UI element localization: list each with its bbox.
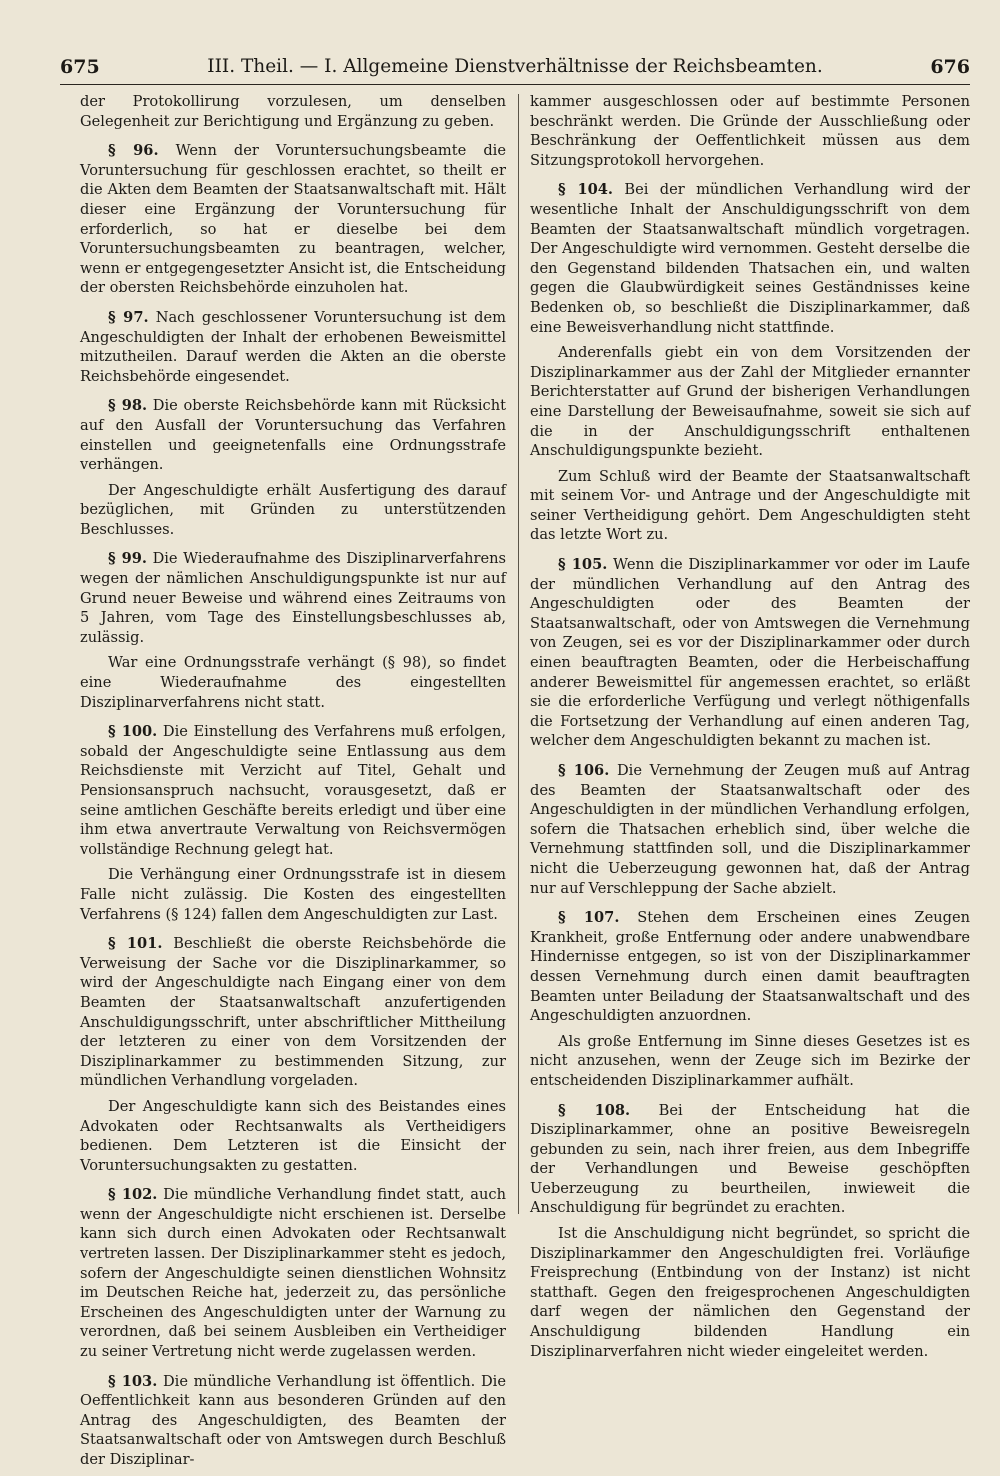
paragraph-text: der Protokollirung vorzulesen, um denselben Gelegenheit zur Berichtigung und Ergänzung zu geben. (80, 93, 506, 130)
paragraph (80, 1185, 506, 1361)
section-number: § 98. (108, 397, 148, 415)
paragraph (530, 180, 970, 337)
section-number: § 107. (558, 909, 620, 927)
paragraph-text: Anderenfalls giebt ein von dem Vorsitzenden der Disziplinarkammer aus der Zahl der Mitglieder ernannter Berichterstatter auf Grund der bisherigen Verhandlungen eine Darstellung der Beweisaufnahme, soweit sie sich auf die in der Anschuldigungsschrift enthaltenen Anschuldigungspunkte bezieht. (530, 344, 970, 460)
section-number: § 105. (558, 556, 608, 574)
paragraph (530, 92, 970, 170)
paragraph-text: Die mündliche Verhandlung ist öffentlich. Die Oeffentlichkeit kann aus besonderen Gründen auf den Antrag des Angeschuldigten, des Beamten der Staatsanwaltschaft oder von Amtswegen durch Beschluß der Disziplinar- (80, 1372, 506, 1468)
paragraph-text: Ist die Anschuldigung nicht begründet, so spricht die Disziplinarkammer den Angeschuldigten frei. Vorläufige Freisprechung (Entbindung von der Instanz) ist nicht statthaft. Gegen den freigesprochenen Angeschuldigten darf wegen der nämlichen den Gegenstand der Anschuldigung bildenden Handlung ein Disziplinarverfahren nicht wieder eingeleitet werden. (530, 1225, 970, 1360)
paragraph-text: Nach geschlossener Voruntersuchung ist dem Angeschuldigten der Inhalt der erhobenen Beweismittel mitzutheilen. Darauf werden die Akten an die oberste Reichsbehörde eingesendet. (80, 308, 506, 385)
section-number: § 108. (558, 1101, 631, 1119)
paragraph-text: Der Angeschuldigte kann sich des Beistandes eines Advokaten oder Rechtsanwalts als Vertheidigers bedienen. Dem Letzteren ist die Einsicht der Voruntersuchungsakten zu gestatten. (80, 1097, 506, 1174)
paragraph-text: Die mündliche Verhandlung findet statt, auch wenn der Angeschuldigte nicht erschienen ist. Derselbe kann sich durch einen Advokaten oder Rechtsanwalt vertreten lassen. Der Disziplinarkammer steht es jedoch, sofern der Angeschuldigte seinen dienstlichen Wohnsitz im Deutschen Reiche hat, jederzeit zu, das persönliche Erscheinen des Angeschuldigten unter der Warnung zu verordnen, daß bei seinem Ausbleiben ein Vertheidiger zu seiner Vertretung nicht werde zugelassen werden. (80, 1186, 506, 1361)
paragraph-text: Die Verhängung einer Ordnungsstrafe ist in diesem Falle nicht zulässig. Die Kosten des eingestellten Verfahrens (§ 124) fallen dem Angeschuldigten zur Last. (80, 866, 506, 923)
paragraph (530, 908, 970, 1026)
paragraph (530, 343, 970, 461)
paragraph (530, 467, 970, 545)
section-number: § 100. (108, 723, 158, 741)
paragraph (530, 1224, 970, 1361)
paragraph-text: Bei der mündlichen Verhandlung wird der wesentliche Inhalt der Anschuldigungsschrift von dem Beamten der Staatsanwaltschaft mündlich vorgetragen. Der Angeschuldigte wird vernommen. Gesteht derselbe die den Gegenstand bildenden Thatsachen ein, und walten gegen die Glaubwürdigkeit seines Geständnisses keine Bedenken ob, so beschließt die Disziplinarkammer, daß eine Beweisverhandlung nicht stattfinde. (530, 181, 970, 336)
right-column (530, 92, 970, 1367)
running-title: III. Theil. — I. Allgemeine Dienstverhältnisse der Reichsbeamten. (207, 56, 823, 77)
paragraph (80, 722, 506, 859)
paragraph-text: Stehen dem Erscheinen eines Zeugen Krankheit, große Entfernung oder andere unabwendbare Hindernisse entgegen, so ist von der Disziplinarkammer dessen Vernehmung durch einen damit beauftragten Beamten unter Beiladung der Staatsanwaltschaft und des Angeschuldigten anzuordnen. (530, 909, 970, 1025)
paragraph (530, 555, 970, 751)
paragraph-text: Die Wiederaufnahme des Disziplinarverfahrens wegen der nämlichen Anschuldigungspunkte ist nur auf Grund neuer Beweise und während eines Zeitraums von 5 Jahren, vom Tage des Einstellungsbeschlusses ab, zulässig. (80, 550, 506, 646)
paragraph-text: Zum Schluß wird der Beamte der Staatsanwaltschaft mit seinem Vor- und Antrage und der Angeschuldigte mit seiner Vertheidigung gehört. Dem Angeschuldigten steht das letzte Wort zu. (530, 467, 970, 544)
section-number: § 102. (108, 1186, 158, 1204)
section-number: § 103. (108, 1372, 158, 1390)
paragraph (530, 761, 970, 898)
section-number: § 106. (558, 762, 610, 779)
left-column (80, 92, 506, 1476)
paragraph (80, 141, 506, 298)
page-number-right: 676 (930, 56, 970, 78)
section-number: § 101. (108, 935, 163, 953)
paragraph-text: Wenn die Disziplinarkammer vor oder im Laufe der mündlichen Verhandlung auf den Antrag des Angeschuldigten oder des Beamten der Staatsanwaltschaft, oder von Amtswegen die Vernehmung von Zeugen, sei es vor der Disziplinarkammer oder durch einen beauftragten Beamten, oder die Herbeischaffung anderer Beweismittel für angemessen erachtet, so erläßt sie die erforderliche Verfügung und verlegt nöthigenfalls die Fortsetzung der Verhandlung auf einen anderen Tag, welcher dem Angeschuldigten bekannt zu machen ist. (530, 556, 970, 750)
paragraph (80, 1372, 506, 1470)
paragraph (80, 1097, 506, 1175)
paragraph-text: Der Angeschuldigte erhält Ausfertigung des darauf bezüglichen, mit Gründen zu unterstützenden Beschlusses. (80, 481, 506, 538)
section-number: § 99. (108, 550, 148, 568)
header-rule (60, 84, 970, 85)
page-header (60, 52, 970, 82)
section-number: § 104. (558, 181, 613, 199)
paragraph-text: War eine Ordnungsstrafe verhängt (§ 98), so findet eine Wiederaufnahme des eingestellten Disziplinarverfahrens nicht statt. (80, 654, 506, 711)
paragraph-text: Als große Entfernung im Sinne dieses Gesetzes ist es nicht anzusehen, wenn der Zeuge sich im Bezirke der entscheidenden Disziplinarkammer aufhält. (530, 1032, 970, 1089)
paragraph-text: Die Einstellung des Verfahrens muß erfolgen, sobald der Angeschuldigte seine Entlassung aus dem Reichsdienste mit Verzicht auf Titel, Gehalt und Pensionsanspruch nachsucht, vorausgesetzt, daß er seine amtlichen Geschäfte bereits erledigt und über eine ihm etwa anvertraute Verwaltung von Reichsvermögen vollständige Rechnung gelegt hat. (80, 723, 506, 858)
paragraph (530, 1032, 970, 1091)
paragraph (80, 865, 506, 924)
column-divider (518, 94, 519, 1214)
paragraph-text: kammer ausgeschlossen oder auf bestimmte Personen beschränkt werden. Die Gründe der Ausschließung oder Beschränkung der Oeffentlichkeit müssen aus dem Sitzungsprotokoll hervorgehen. (530, 93, 970, 169)
page-number-left: 675 (60, 56, 100, 78)
paragraph-text: Beschließt die oberste Reichsbehörde die Verweisung der Sache vor die Disziplinarkammer, so wird der Angeschuldigte nach Eingang einer von dem Beamten der Staatsanwaltschaft anzufertigenden Anschuldigungsschrift, unter abschriftlicher Mittheilung der letzteren zu einer von dem Vorsitzenden der Disziplinarkammer zu bestimmenden Sitzung, zur mündlichen Verhandlung vorgeladen. (80, 935, 506, 1090)
section-number: § 96. (108, 142, 159, 160)
paragraph (80, 653, 506, 712)
paragraph (530, 1101, 970, 1219)
paragraph (80, 549, 506, 647)
paragraph (80, 92, 506, 131)
section-number: § 97. (108, 308, 149, 326)
paragraph (80, 934, 506, 1091)
paragraph-text: Die Vernehmung der Zeugen muß auf Antrag des Beamten der Staatsanwaltschaft oder des Angeschuldigten in der mündlichen Verhandlung erfolgen, sofern die Thatsachen erheblich sind, über welche die Vernehmung stattfinden soll, und die Disziplinarkammer nicht die Ueberzeugung gewonnen hat, daß der Antrag nur auf Verschleppung der Sache abzielt. (530, 762, 970, 897)
paragraph (80, 481, 506, 540)
paragraph-text: Bei der Entscheidung hat die Disziplinarkammer, ohne an positive Beweisregeln gebunden zu sein, nach ihrer freien, aus dem Inbegriffe der Verhandlungen und Beweise geschöpften Ueberzeugung zu beurtheilen, inwieweit die Anschuldigung für begründet zu erachten. (530, 1101, 970, 1217)
paragraph-text: Wenn der Voruntersuchungsbeamte die Voruntersuchung für geschlossen erachtet, so theilt er die Akten dem Beamten der Staatsanwaltschaft mit. Hält dieser eine Ergänzung der Voruntersuchung für erforderlich, so hat er dieselbe bei dem Voruntersuchungsbeamten zu beantragen, welcher, wenn er entgegengesetzter Ansicht ist, die Entscheidung der obersten Reichsbehörde einzuholen hat. (80, 142, 506, 297)
paragraph (80, 396, 506, 474)
paragraph-text: Die oberste Reichsbehörde kann mit Rücksicht auf den Ausfall der Voruntersuchung das Verfahren einstellen und geeignetenfalls eine Ordnungsstrafe verhängen. (80, 397, 506, 474)
paragraph (80, 308, 506, 386)
